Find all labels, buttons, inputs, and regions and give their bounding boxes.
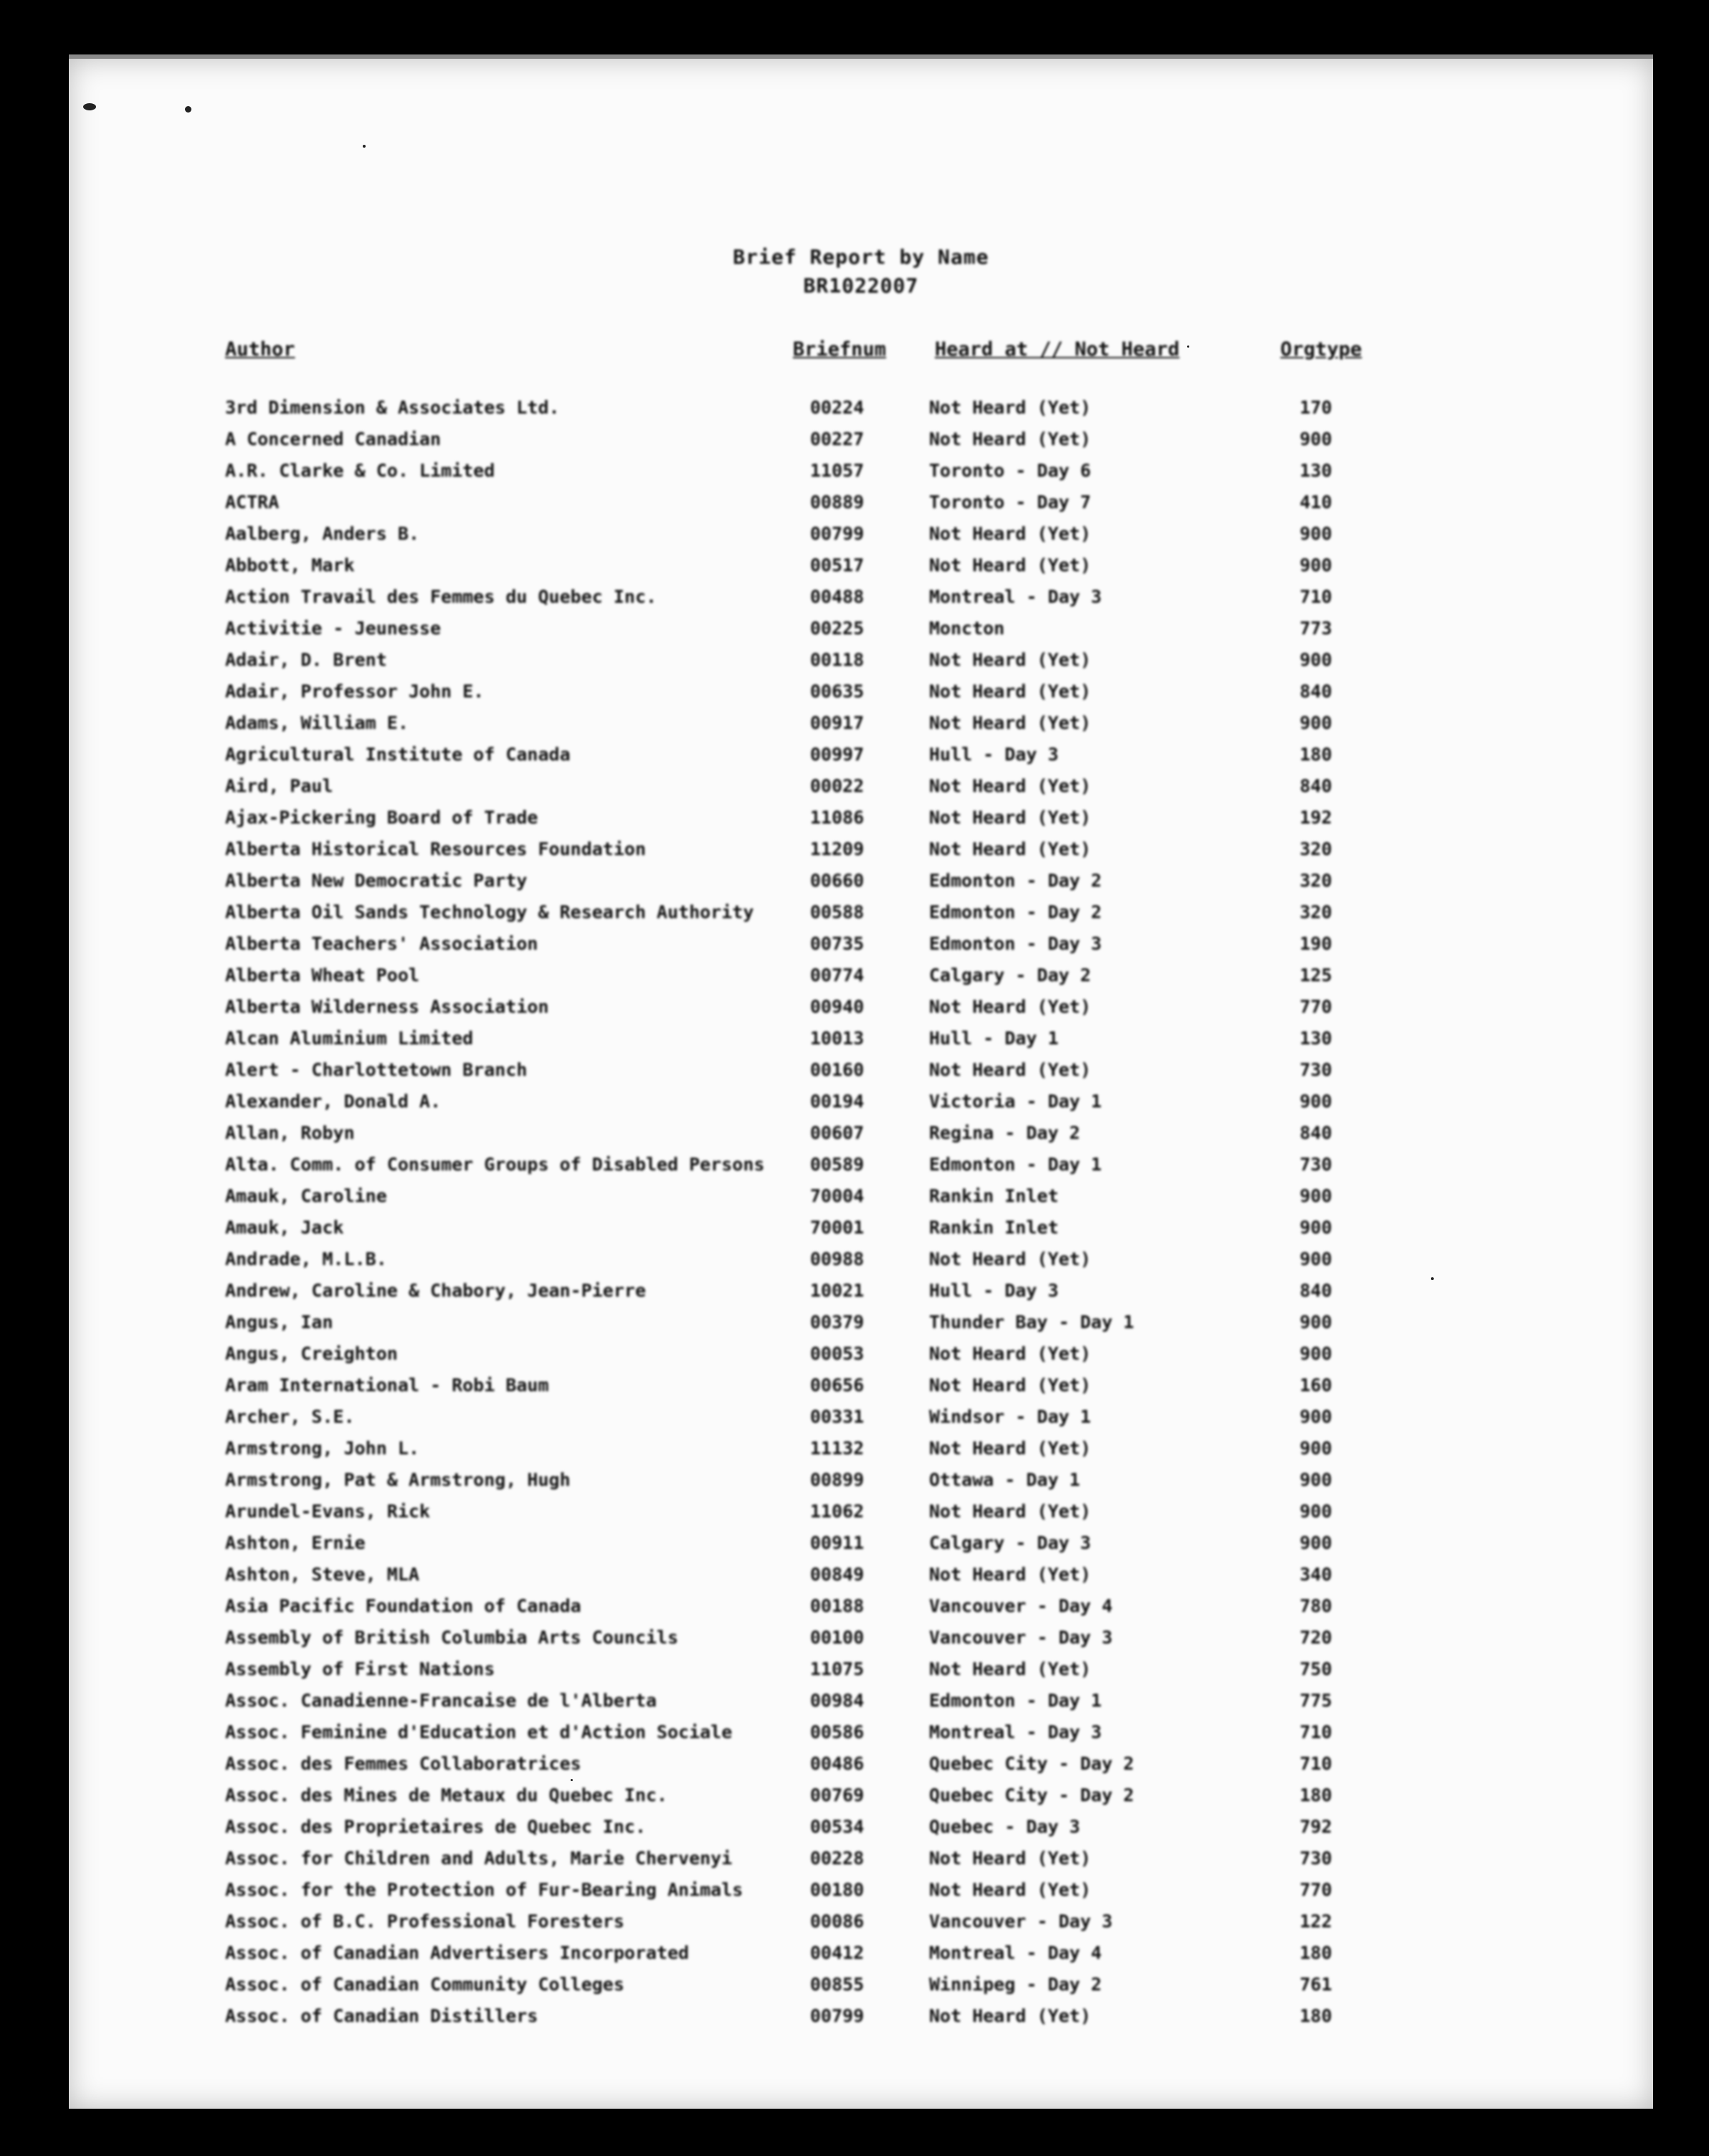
row-orgtype: 900 bbox=[1300, 1312, 1333, 1332]
row-heard-at: Regina - Day 2 bbox=[929, 1122, 1080, 1143]
row-author: Ajax-Pickering Board of Trade bbox=[225, 807, 538, 828]
row-heard-at: Ottawa - Day 1 bbox=[929, 1469, 1080, 1490]
row-author: Alberta Wilderness Association bbox=[225, 996, 549, 1017]
row-heard-at: Not Heard (Yet) bbox=[929, 1059, 1091, 1080]
table-row bbox=[69, 744, 1653, 776]
row-orgtype: 720 bbox=[1300, 1627, 1333, 1648]
row-briefnum: 70001 bbox=[810, 1217, 865, 1238]
row-orgtype: 320 bbox=[1300, 902, 1333, 922]
row-orgtype: 900 bbox=[1300, 1249, 1333, 1269]
row-heard-at: Not Heard (Yet) bbox=[929, 523, 1091, 544]
row-orgtype: 840 bbox=[1300, 681, 1333, 702]
row-author: Allan, Robyn bbox=[225, 1122, 355, 1143]
column-header-heard: Heard at // Not Heard bbox=[935, 338, 1180, 361]
row-author: Adair, D. Brent bbox=[225, 649, 387, 670]
row-orgtype: 840 bbox=[1300, 776, 1333, 796]
row-orgtype: 710 bbox=[1300, 1722, 1333, 1742]
row-briefnum: 00534 bbox=[810, 1816, 865, 1837]
row-orgtype: 320 bbox=[1300, 839, 1333, 859]
row-author: Assoc. des Mines de Metaux du Quebec Inc. bbox=[225, 1785, 668, 1806]
table-row bbox=[69, 1501, 1653, 1532]
row-author: Arundel-Evans, Rick bbox=[225, 1501, 430, 1522]
row-heard-at: Not Heard (Yet) bbox=[929, 681, 1091, 702]
row-heard-at: Not Heard (Yet) bbox=[929, 839, 1091, 859]
row-briefnum: 00100 bbox=[810, 1627, 865, 1648]
row-briefnum: 00917 bbox=[810, 712, 865, 733]
row-orgtype: 180 bbox=[1300, 1942, 1333, 1963]
table-row bbox=[69, 965, 1653, 996]
row-heard-at: Not Heard (Yet) bbox=[929, 1659, 1091, 1679]
row-heard-at: Toronto - Day 7 bbox=[929, 492, 1091, 512]
row-heard-at: Not Heard (Yet) bbox=[929, 996, 1091, 1017]
row-briefnum: 00769 bbox=[810, 1785, 865, 1806]
row-author: Alert - Charlottetown Branch bbox=[225, 1059, 528, 1080]
row-orgtype: 130 bbox=[1300, 1028, 1333, 1049]
row-author: Assoc. of B.C. Professional Foresters bbox=[225, 1911, 624, 1932]
row-orgtype: 770 bbox=[1300, 996, 1333, 1017]
row-heard-at: Hull - Day 3 bbox=[929, 1280, 1059, 1301]
row-heard-at: Vancouver - Day 4 bbox=[929, 1595, 1113, 1616]
row-heard-at: Not Heard (Yet) bbox=[929, 1501, 1091, 1522]
table-row bbox=[69, 523, 1653, 555]
row-orgtype: 900 bbox=[1300, 712, 1333, 733]
row-orgtype: 900 bbox=[1300, 523, 1333, 544]
row-orgtype: 900 bbox=[1300, 1343, 1333, 1364]
table-row bbox=[69, 712, 1653, 744]
row-author: Armstrong, Pat & Armstrong, Hugh bbox=[225, 1469, 571, 1490]
table-row bbox=[69, 776, 1653, 807]
table-row bbox=[69, 1217, 1653, 1249]
row-heard-at: Not Heard (Yet) bbox=[929, 397, 1091, 418]
row-briefnum: 00799 bbox=[810, 2005, 865, 2026]
row-briefnum: 00855 bbox=[810, 1974, 865, 1995]
row-heard-at: Not Heard (Yet) bbox=[929, 1343, 1091, 1364]
row-orgtype: 730 bbox=[1300, 1848, 1333, 1869]
row-author: Assoc. des Femmes Collaboratrices bbox=[225, 1753, 581, 1774]
report-title: Brief Report by Name bbox=[733, 245, 989, 269]
row-heard-at: Windsor - Day 1 bbox=[929, 1406, 1091, 1427]
row-author: 3rd Dimension & Associates Ltd. bbox=[225, 397, 560, 418]
table-row bbox=[69, 807, 1653, 839]
row-orgtype: 750 bbox=[1300, 1659, 1333, 1679]
row-orgtype: 710 bbox=[1300, 1753, 1333, 1774]
row-heard-at: Montreal - Day 4 bbox=[929, 1942, 1102, 1963]
row-heard-at: Not Heard (Yet) bbox=[929, 807, 1091, 828]
row-briefnum: 00053 bbox=[810, 1343, 865, 1364]
scan-speck bbox=[185, 106, 191, 113]
table-row bbox=[69, 429, 1653, 460]
row-briefnum: 00194 bbox=[810, 1091, 865, 1112]
row-author: Amauk, Jack bbox=[225, 1217, 344, 1238]
row-heard-at: Montreal - Day 3 bbox=[929, 586, 1102, 607]
row-heard-at: Winnipeg - Day 2 bbox=[929, 1974, 1102, 1995]
row-orgtype: 130 bbox=[1300, 460, 1333, 481]
row-orgtype: 840 bbox=[1300, 1280, 1333, 1301]
row-briefnum: 11209 bbox=[810, 839, 865, 859]
row-author: Assoc. of Canadian Community Colleges bbox=[225, 1974, 624, 1995]
row-heard-at: Vancouver - Day 3 bbox=[929, 1627, 1113, 1648]
table-row bbox=[69, 1438, 1653, 1469]
row-author: Amauk, Caroline bbox=[225, 1186, 387, 1206]
row-orgtype: 900 bbox=[1300, 429, 1333, 449]
row-orgtype: 410 bbox=[1300, 492, 1333, 512]
row-author: Alexander, Donald A. bbox=[225, 1091, 442, 1112]
row-author: Aram International - Robi Baum bbox=[225, 1375, 549, 1396]
row-author: Adams, William E. bbox=[225, 712, 409, 733]
table-row bbox=[69, 1879, 1653, 1911]
row-briefnum: 00799 bbox=[810, 523, 865, 544]
row-orgtype: 160 bbox=[1300, 1375, 1333, 1396]
table-row bbox=[69, 1627, 1653, 1659]
row-briefnum: 00889 bbox=[810, 492, 865, 512]
column-header-orgtype: Orgtype bbox=[1280, 338, 1362, 361]
row-briefnum: 10013 bbox=[810, 1028, 865, 1049]
row-briefnum: 11086 bbox=[810, 807, 865, 828]
table-row bbox=[69, 1816, 1653, 1848]
row-orgtype: 773 bbox=[1300, 618, 1333, 639]
row-heard-at: Calgary - Day 2 bbox=[929, 965, 1091, 986]
row-briefnum: 00774 bbox=[810, 965, 865, 986]
table-row bbox=[69, 492, 1653, 523]
row-author: Alcan Aluminium Limited bbox=[225, 1028, 474, 1049]
row-author: Alberta Historical Resources Foundation bbox=[225, 839, 646, 859]
row-author: Activitie - Jeunesse bbox=[225, 618, 442, 639]
row-briefnum: 00588 bbox=[810, 902, 865, 922]
row-heard-at: Not Heard (Yet) bbox=[929, 1438, 1091, 1459]
row-orgtype: 710 bbox=[1300, 586, 1333, 607]
row-orgtype: 900 bbox=[1300, 1091, 1333, 1112]
row-briefnum: 00379 bbox=[810, 1312, 865, 1332]
row-briefnum: 10021 bbox=[810, 1280, 865, 1301]
row-heard-at: Not Heard (Yet) bbox=[929, 2005, 1091, 2026]
row-briefnum: 00997 bbox=[810, 744, 865, 765]
row-author: Asia Pacific Foundation of Canada bbox=[225, 1595, 581, 1616]
column-header-briefnum: Briefnum bbox=[793, 338, 887, 361]
table-row bbox=[69, 870, 1653, 902]
table-row bbox=[69, 1091, 1653, 1122]
row-briefnum: 00227 bbox=[810, 429, 865, 449]
row-orgtype: 180 bbox=[1300, 2005, 1333, 2026]
row-briefnum: 00849 bbox=[810, 1564, 865, 1585]
row-author: Assoc. for Children and Adults, Marie Chervenyi bbox=[225, 1848, 733, 1869]
row-orgtype: 900 bbox=[1300, 649, 1333, 670]
row-heard-at: Not Heard (Yet) bbox=[929, 1879, 1091, 1900]
table-row bbox=[69, 1974, 1653, 2005]
row-orgtype: 180 bbox=[1300, 1785, 1333, 1806]
row-heard-at: Not Heard (Yet) bbox=[929, 1848, 1091, 1869]
row-orgtype: 180 bbox=[1300, 744, 1333, 765]
row-author: A Concerned Canadian bbox=[225, 429, 442, 449]
row-author: Alberta Teachers' Association bbox=[225, 933, 538, 954]
row-heard-at: Not Heard (Yet) bbox=[929, 776, 1091, 796]
row-heard-at: Thunder Bay - Day 1 bbox=[929, 1312, 1134, 1332]
row-author: A.R. Clarke & Co. Limited bbox=[225, 460, 495, 481]
row-author: Assembly of First Nations bbox=[225, 1659, 495, 1679]
row-author: Abbott, Mark bbox=[225, 555, 355, 576]
row-briefnum: 00660 bbox=[810, 870, 865, 891]
row-briefnum: 00899 bbox=[810, 1469, 865, 1490]
row-author: Alberta New Democratic Party bbox=[225, 870, 528, 891]
row-heard-at: Not Heard (Yet) bbox=[929, 712, 1091, 733]
row-briefnum: 00940 bbox=[810, 996, 865, 1017]
row-heard-at: Edmonton - Day 2 bbox=[929, 870, 1102, 891]
row-author: Assoc. of Canadian Distillers bbox=[225, 2005, 538, 2026]
row-orgtype: 900 bbox=[1300, 1438, 1333, 1459]
row-orgtype: 192 bbox=[1300, 807, 1333, 828]
row-orgtype: 900 bbox=[1300, 1469, 1333, 1490]
row-author: Armstrong, John L. bbox=[225, 1438, 419, 1459]
row-author: Assembly of British Columbia Arts Councils bbox=[225, 1627, 679, 1648]
row-orgtype: 792 bbox=[1300, 1816, 1333, 1837]
table-row bbox=[69, 1154, 1653, 1186]
row-orgtype: 900 bbox=[1300, 1532, 1333, 1553]
brief-table bbox=[69, 397, 1653, 2037]
row-heard-at: Montreal - Day 3 bbox=[929, 1722, 1102, 1742]
row-briefnum: 00735 bbox=[810, 933, 865, 954]
table-row bbox=[69, 1028, 1653, 1059]
table-row bbox=[69, 1942, 1653, 1974]
row-briefnum: 11057 bbox=[810, 460, 865, 481]
row-briefnum: 00589 bbox=[810, 1154, 865, 1175]
table-row bbox=[69, 1406, 1653, 1438]
row-orgtype: 900 bbox=[1300, 1186, 1333, 1206]
table-row bbox=[69, 1690, 1653, 1722]
row-orgtype: 900 bbox=[1300, 1217, 1333, 1238]
table-row bbox=[69, 1249, 1653, 1280]
row-briefnum: 00086 bbox=[810, 1911, 865, 1932]
table-row bbox=[69, 1059, 1653, 1091]
row-author: Angus, Ian bbox=[225, 1312, 333, 1332]
row-briefnum: 70004 bbox=[810, 1186, 865, 1206]
report-code: BR1022007 bbox=[803, 274, 919, 297]
row-author: Adair, Professor John E. bbox=[225, 681, 485, 702]
row-orgtype: 320 bbox=[1300, 870, 1333, 891]
row-orgtype: 770 bbox=[1300, 1879, 1333, 1900]
row-heard-at: Edmonton - Day 3 bbox=[929, 933, 1102, 954]
row-author: Agricultural Institute of Canada bbox=[225, 744, 571, 765]
row-briefnum: 00022 bbox=[810, 776, 865, 796]
table-row bbox=[69, 1659, 1653, 1690]
table-row bbox=[69, 1280, 1653, 1312]
row-heard-at: Calgary - Day 3 bbox=[929, 1532, 1091, 1553]
row-orgtype: 190 bbox=[1300, 933, 1333, 954]
scan-speck bbox=[83, 103, 96, 110]
row-author: Assoc. of Canadian Advertisers Incorporated bbox=[225, 1942, 690, 1963]
table-row bbox=[69, 1785, 1653, 1816]
table-row bbox=[69, 1564, 1653, 1595]
table-row bbox=[69, 618, 1653, 649]
row-orgtype: 900 bbox=[1300, 555, 1333, 576]
row-heard-at: Quebec City - Day 2 bbox=[929, 1753, 1134, 1774]
row-briefnum: 00607 bbox=[810, 1122, 865, 1143]
row-heard-at: Moncton bbox=[929, 618, 1005, 639]
row-heard-at: Not Heard (Yet) bbox=[929, 555, 1091, 576]
table-row bbox=[69, 586, 1653, 618]
row-author: Action Travail des Femmes du Quebec Inc. bbox=[225, 586, 657, 607]
table-row bbox=[69, 1375, 1653, 1406]
row-author: Aird, Paul bbox=[225, 776, 333, 796]
row-briefnum: 00180 bbox=[810, 1879, 865, 1900]
row-author: Alberta Wheat Pool bbox=[225, 965, 419, 986]
row-heard-at: Not Heard (Yet) bbox=[929, 649, 1091, 670]
table-row bbox=[69, 1595, 1653, 1627]
row-author: ACTRA bbox=[225, 492, 280, 512]
row-orgtype: 122 bbox=[1300, 1911, 1333, 1932]
row-briefnum: 00517 bbox=[810, 555, 865, 576]
row-author: Angus, Creighton bbox=[225, 1343, 398, 1364]
row-orgtype: 840 bbox=[1300, 1122, 1333, 1143]
row-heard-at: Hull - Day 1 bbox=[929, 1028, 1059, 1049]
row-heard-at: Hull - Day 3 bbox=[929, 744, 1059, 765]
row-briefnum: 00188 bbox=[810, 1595, 865, 1616]
row-heard-at: Edmonton - Day 2 bbox=[929, 902, 1102, 922]
document-page bbox=[69, 54, 1653, 2109]
table-row bbox=[69, 996, 1653, 1028]
row-briefnum: 00225 bbox=[810, 618, 865, 639]
row-author: Assoc. for the Protection of Fur-Bearing Animals bbox=[225, 1879, 743, 1900]
table-row bbox=[69, 555, 1653, 586]
table-row bbox=[69, 1848, 1653, 1879]
row-orgtype: 775 bbox=[1300, 1690, 1333, 1711]
table-row bbox=[69, 1312, 1653, 1343]
table-row bbox=[69, 1911, 1653, 1942]
row-orgtype: 780 bbox=[1300, 1595, 1333, 1616]
row-author: Assoc. des Proprietaires de Quebec Inc. bbox=[225, 1816, 646, 1837]
row-briefnum: 00911 bbox=[810, 1532, 865, 1553]
row-author: Andrew, Caroline & Chabory, Jean-Pierre bbox=[225, 1280, 646, 1301]
row-briefnum: 00160 bbox=[810, 1059, 865, 1080]
row-briefnum: 00412 bbox=[810, 1942, 865, 1963]
row-briefnum: 00331 bbox=[810, 1406, 865, 1427]
row-briefnum: 11075 bbox=[810, 1659, 865, 1679]
table-row bbox=[69, 1753, 1653, 1785]
row-author: Archer, S.E. bbox=[225, 1406, 355, 1427]
scan-speck bbox=[363, 145, 366, 148]
table-row bbox=[69, 1122, 1653, 1154]
table-row bbox=[69, 397, 1653, 429]
row-briefnum: 00488 bbox=[810, 586, 865, 607]
row-orgtype: 761 bbox=[1300, 1974, 1333, 1995]
row-heard-at: Quebec City - Day 2 bbox=[929, 1785, 1134, 1806]
row-heard-at: Not Heard (Yet) bbox=[929, 1249, 1091, 1269]
row-briefnum: 00118 bbox=[810, 649, 865, 670]
row-heard-at: Victoria - Day 1 bbox=[929, 1091, 1102, 1112]
row-heard-at: Not Heard (Yet) bbox=[929, 1375, 1091, 1396]
table-row bbox=[69, 1532, 1653, 1564]
row-author: Assoc. Canadienne-Francaise de l'Alberta bbox=[225, 1690, 657, 1711]
table-row bbox=[69, 902, 1653, 933]
row-author: Ashton, Ernie bbox=[225, 1532, 366, 1553]
row-briefnum: 00486 bbox=[810, 1753, 865, 1774]
row-briefnum: 00988 bbox=[810, 1249, 865, 1269]
table-row bbox=[69, 681, 1653, 712]
table-row bbox=[69, 1469, 1653, 1501]
table-row bbox=[69, 839, 1653, 870]
row-author: Assoc. Feminine d'Education et d'Action Sociale bbox=[225, 1722, 733, 1742]
row-briefnum: 00586 bbox=[810, 1722, 865, 1742]
row-heard-at: Quebec - Day 3 bbox=[929, 1816, 1080, 1837]
row-heard-at: Rankin Inlet bbox=[929, 1186, 1059, 1206]
scan-speck bbox=[1187, 345, 1189, 348]
table-row bbox=[69, 1722, 1653, 1753]
row-heard-at: Rankin Inlet bbox=[929, 1217, 1059, 1238]
row-briefnum: 11062 bbox=[810, 1501, 865, 1522]
row-orgtype: 730 bbox=[1300, 1154, 1333, 1175]
row-author: Alberta Oil Sands Technology & Research Authority bbox=[225, 902, 754, 922]
row-heard-at: Edmonton - Day 1 bbox=[929, 1690, 1102, 1711]
row-orgtype: 340 bbox=[1300, 1564, 1333, 1585]
row-heard-at: Not Heard (Yet) bbox=[929, 1564, 1091, 1585]
row-orgtype: 900 bbox=[1300, 1406, 1333, 1427]
row-author: Andrade, M.L.B. bbox=[225, 1249, 387, 1269]
row-orgtype: 900 bbox=[1300, 1501, 1333, 1522]
row-briefnum: 00228 bbox=[810, 1848, 865, 1869]
row-briefnum: 00984 bbox=[810, 1690, 865, 1711]
row-briefnum: 00656 bbox=[810, 1375, 865, 1396]
row-briefnum: 00224 bbox=[810, 397, 865, 418]
row-briefnum: 11132 bbox=[810, 1438, 865, 1459]
column-header-author: Author bbox=[225, 338, 295, 361]
row-briefnum: 00635 bbox=[810, 681, 865, 702]
row-orgtype: 125 bbox=[1300, 965, 1333, 986]
table-row bbox=[69, 649, 1653, 681]
row-heard-at: Edmonton - Day 1 bbox=[929, 1154, 1102, 1175]
table-row bbox=[69, 933, 1653, 965]
row-heard-at: Toronto - Day 6 bbox=[929, 460, 1091, 481]
row-heard-at: Vancouver - Day 3 bbox=[929, 1911, 1113, 1932]
row-orgtype: 730 bbox=[1300, 1059, 1333, 1080]
row-author: Aalberg, Anders B. bbox=[225, 523, 419, 544]
table-row bbox=[69, 460, 1653, 492]
row-orgtype: 170 bbox=[1300, 397, 1333, 418]
table-row bbox=[69, 2005, 1653, 2037]
table-row bbox=[69, 1186, 1653, 1217]
table-row bbox=[69, 1343, 1653, 1375]
row-heard-at: Not Heard (Yet) bbox=[929, 429, 1091, 449]
row-author: Alta. Comm. of Consumer Groups of Disabled Persons bbox=[225, 1154, 765, 1175]
row-author: Ashton, Steve, MLA bbox=[225, 1564, 419, 1585]
